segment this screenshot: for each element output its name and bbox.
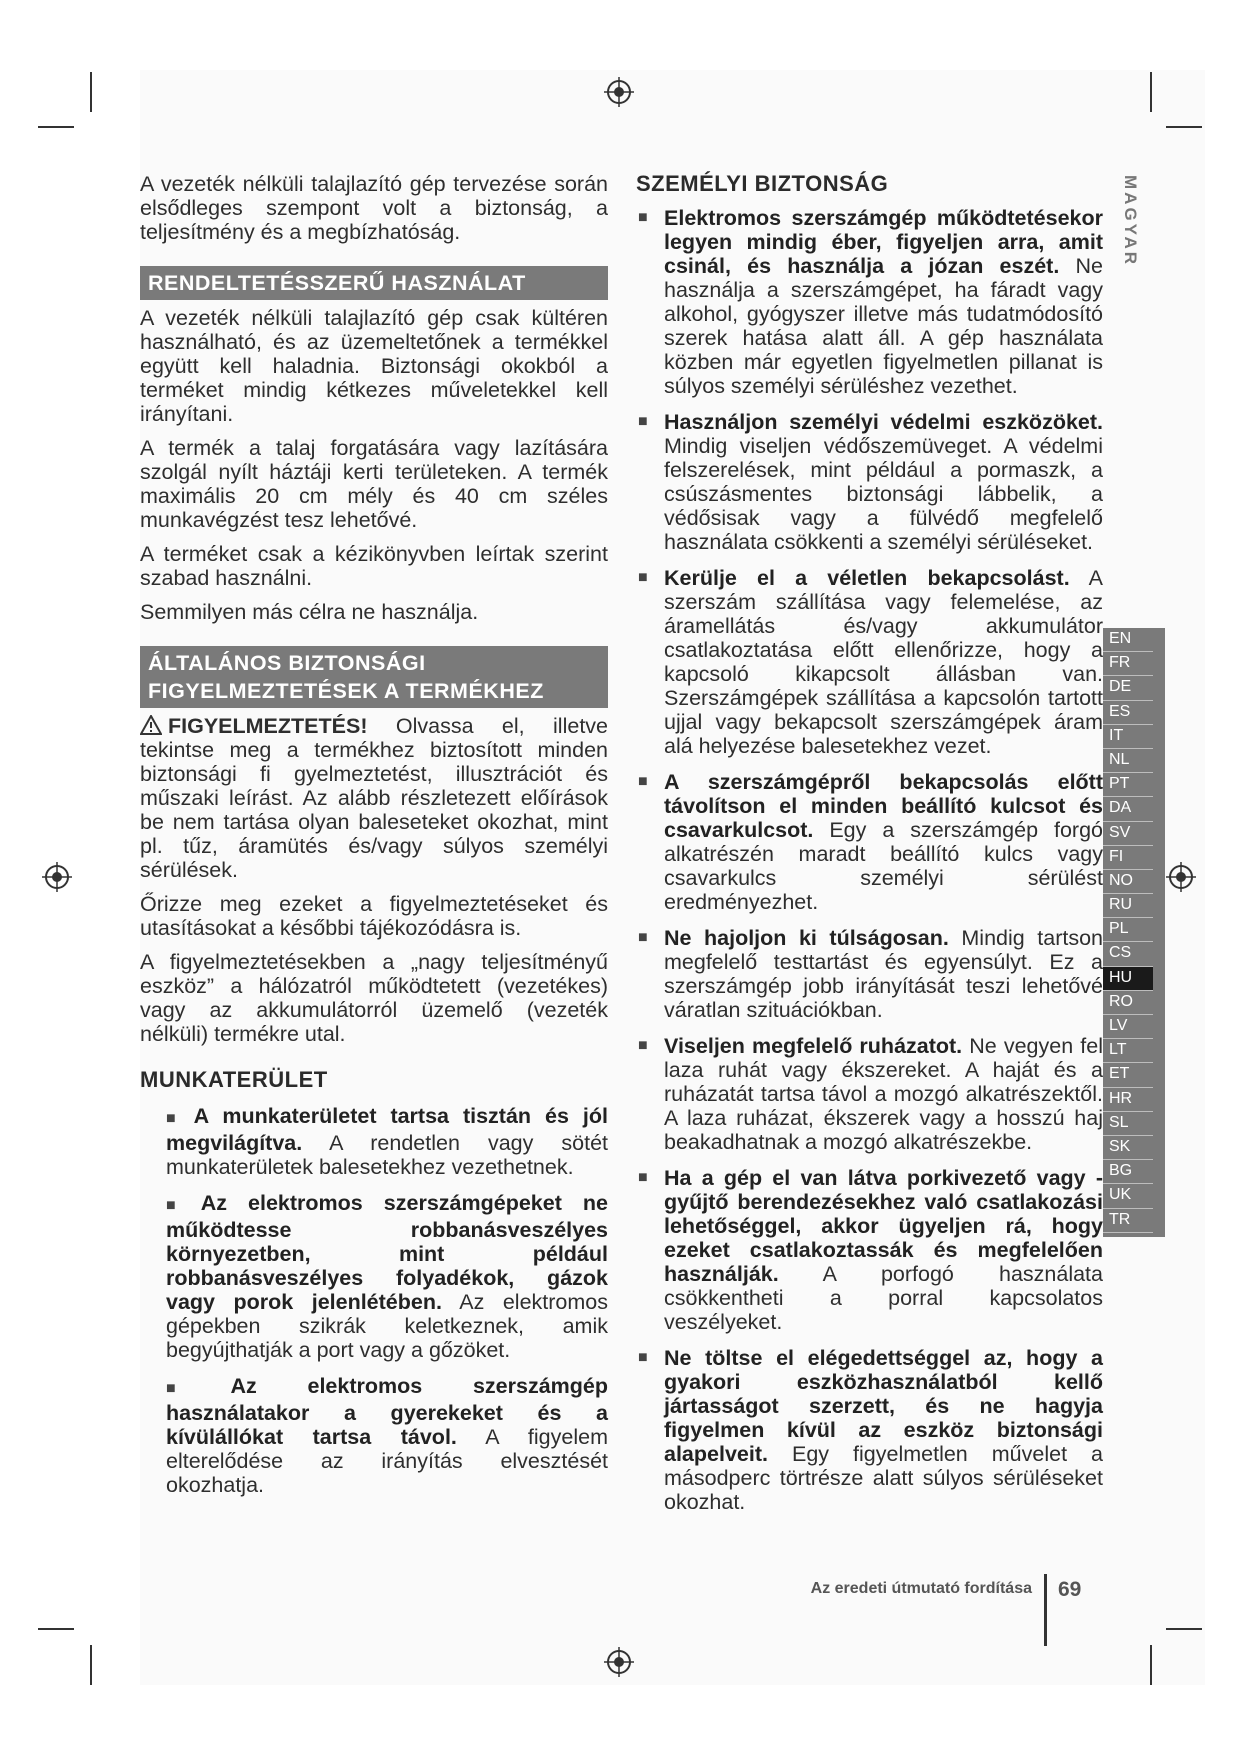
paragraph: A vezeték nélküli talajlazító gép csak kültéren használható, és az üzemeltetőnek a termékkel együtt kell haladnia. Biztonsági okokból a terméket mindig kétkezes műveletekkel kell irányítani. [140, 306, 608, 426]
language-tab-hr[interactable]: HR [1103, 1088, 1153, 1112]
bullet-item: ■ A szerszámgépről bekapcsolás előtt távolítson el minden beállító kulcsot és csavarkulcsot. Egy a szerszámgép forgó alkatrészén maradt beállító kulcs vagy csavarkulcs személyi sérülést eredményezhet. [636, 770, 1103, 914]
crop-mark [1150, 72, 1152, 112]
intro-paragraph: A vezeték nélküli talajlazító gép tervezése során elsődleges szempont volt a biztonság, a teljesítmény és a megbízhatóság. [140, 172, 608, 244]
bullet-item: ■ Ne hajoljon ki túlságosan. Mindig tartson megfelelő testtartást és egyensúlyt. Ez a szerszámgép jobb irányítását teszi lehetővé váratlan szituációkban. [636, 926, 1103, 1022]
warning-text: Olvassa el, illetve tekintse meg a termékhez biztosított minden biztonsági fi gyelmeztetést, illusztrációt és műszaki leírást. Az alább részletezett előírások be nem tartása olyan baleseteket okozhat, mint pl. tűz, áramütés és/vagy súlyos személyi sérülések. [140, 714, 608, 882]
language-tab-de[interactable]: DE [1103, 676, 1153, 700]
banner-line: FIGYELMEZTETÉSEK A TERMÉKHEZ [148, 679, 544, 703]
language-tab-sl[interactable]: SL [1103, 1112, 1153, 1136]
subheading-personal-safety: SZEMÉLYI BIZTONSÁG [636, 171, 889, 196]
footer-divider [1044, 1574, 1047, 1646]
section-banner-intended-use: RENDELTETÉSSZERŰ HASZNÁLAT [140, 266, 608, 300]
bullet-item: ■ Ne töltse el elégedettséggel az, hogy a gyakori eszközhasználatból kellő jártasságot szerzett, és ne hagyja figyelmen kívül az eszköz biztonsági alapelveit. Egy figyelmetlen művelet a másodperc törtrésze alatt súlyos sérüléseket okozhat. [636, 1346, 1103, 1514]
paragraph: Semmilyen más célra ne használja. [140, 600, 479, 624]
bullet-item: ■ Kerülje el a véletlen bekapcsolást. A szerszám szállítása vagy felemelése, az áramellátás és/vagy akkumulátor csatlakoztatása előtt ellenőrizze, hogy a kapcsoló kikapcsolt állásban van. Szerszámgépek szállítása a kapcsolón tartott ujjal vagy bekapcsolt szerszámgépek áram alá helyezése balesetekhez vezet. [636, 566, 1103, 758]
language-tab-nl[interactable]: NL [1103, 749, 1153, 773]
crop-mark [1150, 1645, 1152, 1685]
page-number: 69 [1058, 1578, 1082, 1601]
side-language-label: MAGYAR [1121, 175, 1140, 267]
language-tab-no[interactable]: NO [1103, 870, 1153, 894]
language-tab-hu[interactable]: HU [1103, 967, 1153, 991]
paragraph: A termék a talaj forgatására vagy lazítására szolgál nyílt háztáji kerti területeken. A termék maximális 20 cm mély és 40 cm széles munkavégzést tesz lehetővé. [140, 436, 608, 532]
bullet-item: ■ A munkaterületet tartsa tisztán és jól megvilágítva. A rendetlen vagy sötét munkaterületek balesetekhez vezethetnek. [166, 1104, 608, 1179]
language-tab-cs[interactable]: CS [1103, 942, 1153, 966]
language-tab-sv[interactable]: SV [1103, 822, 1153, 846]
right-column [636, 172, 1103, 1526]
warning-paragraph [140, 714, 608, 882]
crop-mark [90, 1645, 92, 1685]
bullet-item: ■ Viseljen megfelelő ruházatot. Ne vegyen fel laza ruhát vagy ékszereket. A haját és a ruházatát tartsa távol a mozgó alkatrészektől. A laza ruházat, ékszerek vagy a hosszú haj beakadhatnak a mozgó alkatrészekbe. [636, 1034, 1103, 1154]
language-tab-fr[interactable]: FR [1103, 652, 1153, 676]
language-tab-pl[interactable]: PL [1103, 918, 1153, 942]
language-tab-pt[interactable]: PT [1103, 773, 1153, 797]
registration-mark-icon [604, 77, 634, 107]
bullet-item: ■ Elektromos szerszámgép működtetésekor legyen mindig éber, figyeljen arra, amit csinál, és használja a józan eszét. Ne használja a szerszámgépet, ha fáradt vagy alkohol, gyógyszer illetve más tudatmódosító szerek hatása alatt áll. A gép használata közben már egyetlen figyelmetlen pillanat is súlyos személyi sérüléshez vezethet. [636, 206, 1103, 398]
language-tabs [1103, 628, 1165, 1237]
registration-mark-icon [1166, 862, 1196, 892]
paragraph: A terméket csak a kézikönyvben leírtak szerint szabad használni. [140, 542, 608, 590]
crop-mark [38, 1628, 74, 1630]
language-tab-da[interactable]: DA [1103, 797, 1153, 821]
language-tab-bg[interactable]: BG [1103, 1160, 1153, 1184]
section-banner-general-safety [140, 646, 608, 708]
language-tab-lt[interactable]: LT [1103, 1039, 1153, 1063]
language-tab-uk[interactable]: UK [1103, 1184, 1153, 1208]
bullet-item: ■ Az elektromos szerszámgép használatakor a gyerekeket és a kívülállókat tartsa távol. A figyelem elterelődése az irányítás elvesztését okozhatja. [166, 1374, 608, 1497]
warning-label: FIGYELMEZTETÉS! [168, 714, 368, 738]
bullet-item: ■ Ha a gép el van látva porkivezető vagy -gyűjtő berendezésekhez való csatlakozási lehetőséggel, akkor ügyeljen rá, hogy ezeket csatlakoztassák és megfelelően használják. A porfogó használata csökkentheti a porral kapcsolatos veszélyeket. [636, 1166, 1103, 1334]
bullet-item: ■ Használjon személyi védelmi eszközöket. Mindig viseljen védőszemüveget. A védelmi felszerelések, mint például a pormaszk, a csúszásmentes biztonsági lábbelik, a védősisak vagy a fülvédő megfelelő használata csökkenti a személyi sérüléseket. [636, 410, 1103, 554]
banner-line: ÁLTALÁNOS BIZTONSÁGI [148, 651, 426, 675]
subheading-work-area: MUNKATERÜLET [140, 1067, 328, 1092]
left-column [140, 172, 608, 1509]
language-tab-ro[interactable]: RO [1103, 991, 1153, 1015]
footer-text: Az eredeti útmutató fordítása [810, 1580, 1032, 1597]
bullet-item: ■ Az elektromos szerszámgépeket ne működtesse robbanásveszélyes környezetben, mint például robbanásveszélyes folyadékok, gázok vagy porok jelenlétében. Az elektromos gépekben szikrák keletkeznek, amik begyújthatják a port vagy a gőzöket. [166, 1191, 608, 1362]
language-tab-it[interactable]: IT [1103, 725, 1153, 749]
registration-mark-icon [42, 862, 72, 892]
language-tab-sk[interactable]: SK [1103, 1136, 1153, 1160]
warning-triangle-icon [140, 715, 162, 735]
language-tab-tr[interactable]: TR [1103, 1209, 1153, 1233]
language-tab-fi[interactable]: FI [1103, 846, 1153, 870]
language-tab-en[interactable]: EN [1103, 628, 1153, 652]
crop-mark [1166, 1628, 1202, 1630]
language-tab-es[interactable]: ES [1103, 701, 1153, 725]
crop-mark [38, 126, 74, 128]
language-tab-et[interactable]: ET [1103, 1063, 1153, 1087]
language-tab-lv[interactable]: LV [1103, 1015, 1153, 1039]
language-tab-ru[interactable]: RU [1103, 894, 1153, 918]
paragraph: A figyelmeztetésekben a „nagy teljesítményű eszköz” a hálózatról működtetett (vezetékes) vagy az akkumulátorról üzemelő (vezeték nélküli) termékre utal. [140, 950, 608, 1046]
crop-mark [90, 72, 92, 112]
paragraph: Őrizze meg ezeket a figyelmeztetéseket és utasításokat a későbbi tájékozódásra is. [140, 892, 608, 940]
registration-mark-icon [604, 1647, 634, 1677]
crop-mark [1166, 126, 1202, 128]
